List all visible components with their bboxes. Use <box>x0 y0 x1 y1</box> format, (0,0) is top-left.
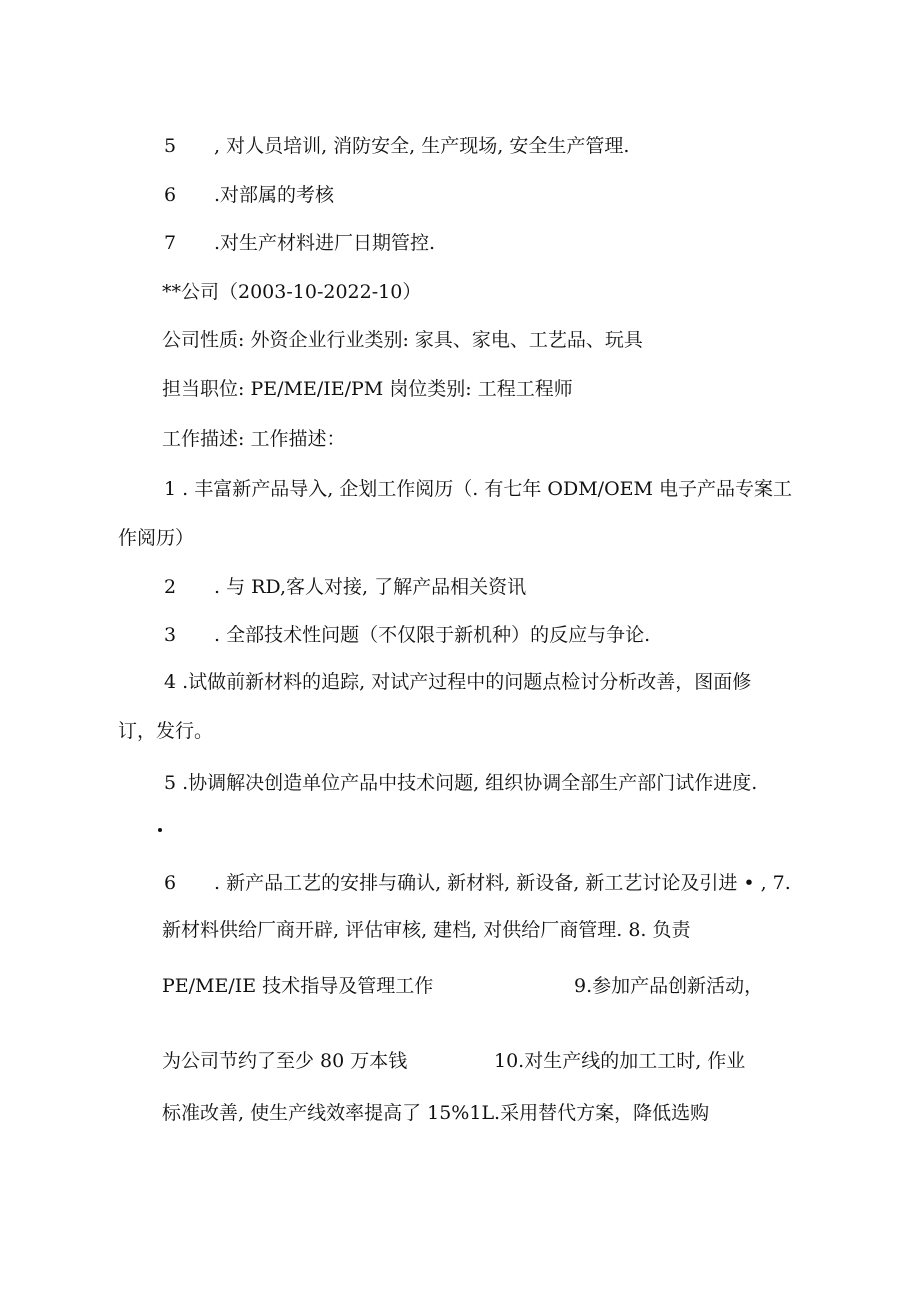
line-text: . 全部技术性问题（不仅限于新机种）的反应与争论. <box>214 624 651 646</box>
work-item-1: 1 . 丰富新产品导入, 企划工作阅历（. 有七年 ODM/OEM 电子产品专案工 <box>164 478 793 500</box>
work-description-heading: 工作描述: 工作描述： <box>162 428 346 450</box>
line-text: . 新产品工艺的安排与确认, 新材料, 新设备, 新工艺讨论及引进 • , 7. <box>214 872 791 894</box>
work-item-8-cont: PE/ME/IE 技术指导及管理工作 <box>162 975 434 997</box>
duty-line-6 <box>164 183 334 207</box>
work-item-9-cont: 为公司节约了至少 80 万本钱 <box>162 1050 408 1072</box>
line-number: 6 <box>164 184 177 206</box>
line-number: 3 <box>164 624 177 646</box>
position-line: 担当职位: PE/ME/IE/PM 岗位类别: 工程工程师 <box>162 378 573 400</box>
line-text: , 对人员培训, 消防安全, 生产现场, 安全生产管理. <box>214 135 630 157</box>
line-number: 5 <box>164 135 177 157</box>
bullet-dot <box>158 828 162 832</box>
work-item-4-cont: 订，发行。 <box>118 720 214 742</box>
line-number: 7 <box>164 232 177 254</box>
work-item-5: 5 .协调解决创造单位产品中技术问题, 组织协调全部生产部门试作进度. <box>164 772 758 794</box>
work-item-10: 10.对生产线的加工工时, 作业 <box>494 1050 746 1072</box>
company-nature: 公司性质: 外资企业行业类别: 家具、家电、工艺品、玩具 <box>162 329 643 351</box>
work-item-10-cont: 标准改善, 使生产线效率提高了 15%1L.采用替代方案，降低选购 <box>162 1102 710 1124</box>
work-item-6 <box>164 871 791 895</box>
work-item-3 <box>164 623 650 647</box>
company-heading: **公司（2003-10-2022-10） <box>162 281 422 303</box>
line-text: .对生产材料进厂日期管控. <box>214 232 436 254</box>
work-item-1-cont: 作阅历） <box>118 527 195 549</box>
duty-line-7 <box>164 231 435 255</box>
line-number: 2 <box>164 576 177 598</box>
work-item-2 <box>164 575 526 599</box>
work-item-9: 9.参加产品创新活动， <box>574 975 764 997</box>
line-text: . 与 RD,客人对接, 了解产品相关资讯 <box>214 576 527 598</box>
work-item-4: 4 .试做前新材料的追踪, 对试产过程中的问题点检讨分析改善，图面修 <box>164 671 752 693</box>
line-text: .对部属的考核 <box>214 184 335 206</box>
duty-line-5 <box>164 134 629 158</box>
work-item-7-cont: 新材料供给厂商开辟, 评估审核, 建档, 对供给厂商管理. 8. 负责 <box>162 919 691 941</box>
line-number: 6 <box>164 872 177 894</box>
